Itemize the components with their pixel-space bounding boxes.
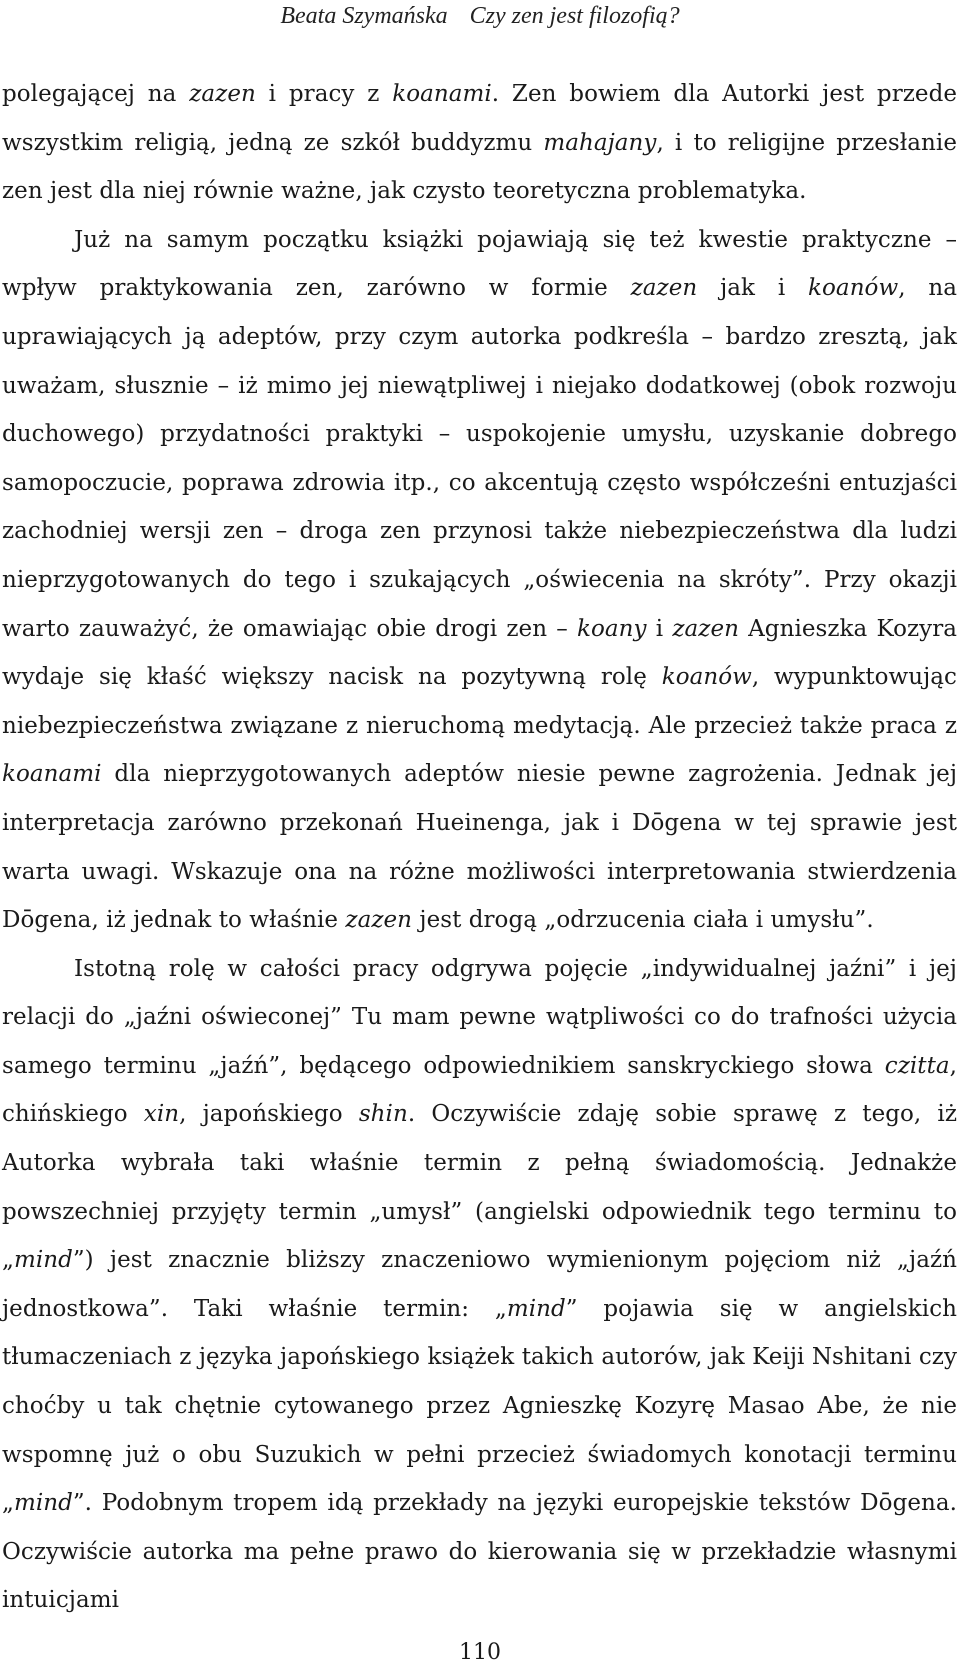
text-run: Agnieszka Kozyra wydaje się kłaść większy nacisk na pozytywną rolę (2, 615, 957, 691)
text-run: , na uprawiających ją adeptów, przy czym autorka podkreśla – bardzo zresztą, jak uważam, słusznie – iż mimo jej niewątpliwej i niejako dodatkowej (obok rozwoju duchowego) przydatności praktyki – uspokojenie umysłu, uzyskanie dobrego samopoczucie, poprawa zdrowia itp., co akcentują często współcześni entuzjaści zachodniej wersji zen – droga zen przynosi także niebezpieczeństwa dla ludzi nieprzygotowanych do tego i szukających „oświecenia na skróty”. Przy okazji warto zauważyć, że omawiając obie drogi zen – (2, 275, 958, 642)
text-run: Już na samym początku książki pojawiają się też kwestie praktyczne – wpływ praktykowania zen, zarówno w formie (2, 226, 957, 302)
text-run: ”) jest znacznie bliższy znaczeniowo wymienionym pojęciom niż „jaźń jednostkowa”. Taki właśnie termin: „ (2, 1247, 957, 1322)
page-number: 110 (459, 1640, 501, 1665)
italic-term: zazen (345, 907, 413, 934)
header-author: Beata Szymańska (280, 3, 448, 29)
running-header (0, 2, 960, 30)
text-run: polegającej na (2, 81, 190, 107)
text-run: , i to religijne przesłanie zen jest dla niej równie ważne, jak czysto teoretyczna problematyka. (2, 129, 957, 205)
italic-term: zazen (630, 275, 698, 302)
italic-term: xin (143, 1101, 180, 1128)
italic-term: mind (13, 1247, 73, 1274)
paragraph (2, 70, 957, 216)
italic-term: koany (577, 615, 647, 642)
italic-term: zazen (189, 81, 256, 107)
paragraph (2, 945, 957, 1625)
paragraph (2, 216, 957, 945)
text-run: . Zen bowiem dla Autorki jest przede wszystkim religią, jedną ze szkół buddyzmu (2, 81, 958, 156)
text-run: jest drogą „odrzucenia ciała i umysłu”. (412, 907, 874, 934)
text-run: jak i (697, 275, 809, 302)
text-run: Istotną rolę w całości pracy odgrywa pojęcie „indywidualnej jaźni” i jej relacji do „jaźni oświeconej” Tu mam pewne wątpliwości co do trafności użycia samego terminu „jaźń”, będącego odpowiednikiem sanskryckiego słowa (2, 955, 957, 1079)
text-run: ”. Podobnym tropem idą przekłady na języki europejskie tekstów Dōgena. Oczywiście autorka ma pełne prawo do kierowania się w przekładzie własnymi intuicjami (2, 1490, 957, 1614)
body-text (2, 70, 957, 1625)
italic-term: czitta (884, 1052, 950, 1079)
italic-term: mind (506, 1295, 566, 1322)
header-title: Czy zen jest filozofią? (469, 3, 680, 29)
italic-term: koanami (2, 761, 102, 788)
italic-term: zazen (672, 615, 739, 642)
italic-term: shin (358, 1101, 408, 1128)
text-run: ” pojawia się w angielskich tłumaczeniach z języka japońskiego książek takich autorów, jak Keiji Nshitani czy choćby u tak chętnie cytowanego przez Agnieszkę Kozyrę Masao Abe, że nie wspomnę już o obu Suzukich w pełni przecież świadomych konotacji terminu „ (2, 1295, 957, 1517)
italic-term: koanami (392, 81, 492, 107)
italic-term: koanów (661, 664, 752, 691)
text-run: , japońskiego (179, 1101, 359, 1128)
text-run: . Oczywiście zdaję sobie sprawę z tego, iż Autorka wybrała taki właśnie termin z pełną świadomością. Jednakże powszechniej przyjęty termin „umysł” (angielski odpowiednik tego terminu to „ (2, 1101, 957, 1274)
text-run: , chińskiego (2, 1052, 957, 1128)
text-run: i (646, 615, 673, 642)
text-run: , wypunktowując niebezpieczeństwa związane z nieruchomą medytacją. Ale przecież także praca z (2, 664, 957, 739)
italic-term: mahajany (543, 129, 657, 156)
italic-term: mind (13, 1490, 73, 1517)
text-run: i pracy z (255, 81, 393, 107)
italic-term: koanów (808, 275, 899, 302)
text-run: dla nieprzygotowanych adeptów niesie pewne zagrożenia. Jednak jej interpretacja zarówno przekonań Hueinenga, jak i Dōgena w tej sprawie jest warta uwagi. Wskazuje ona na różne możliwości interpretowania stwierdzenia Dōgena, iż jednak to właśnie (2, 761, 957, 934)
